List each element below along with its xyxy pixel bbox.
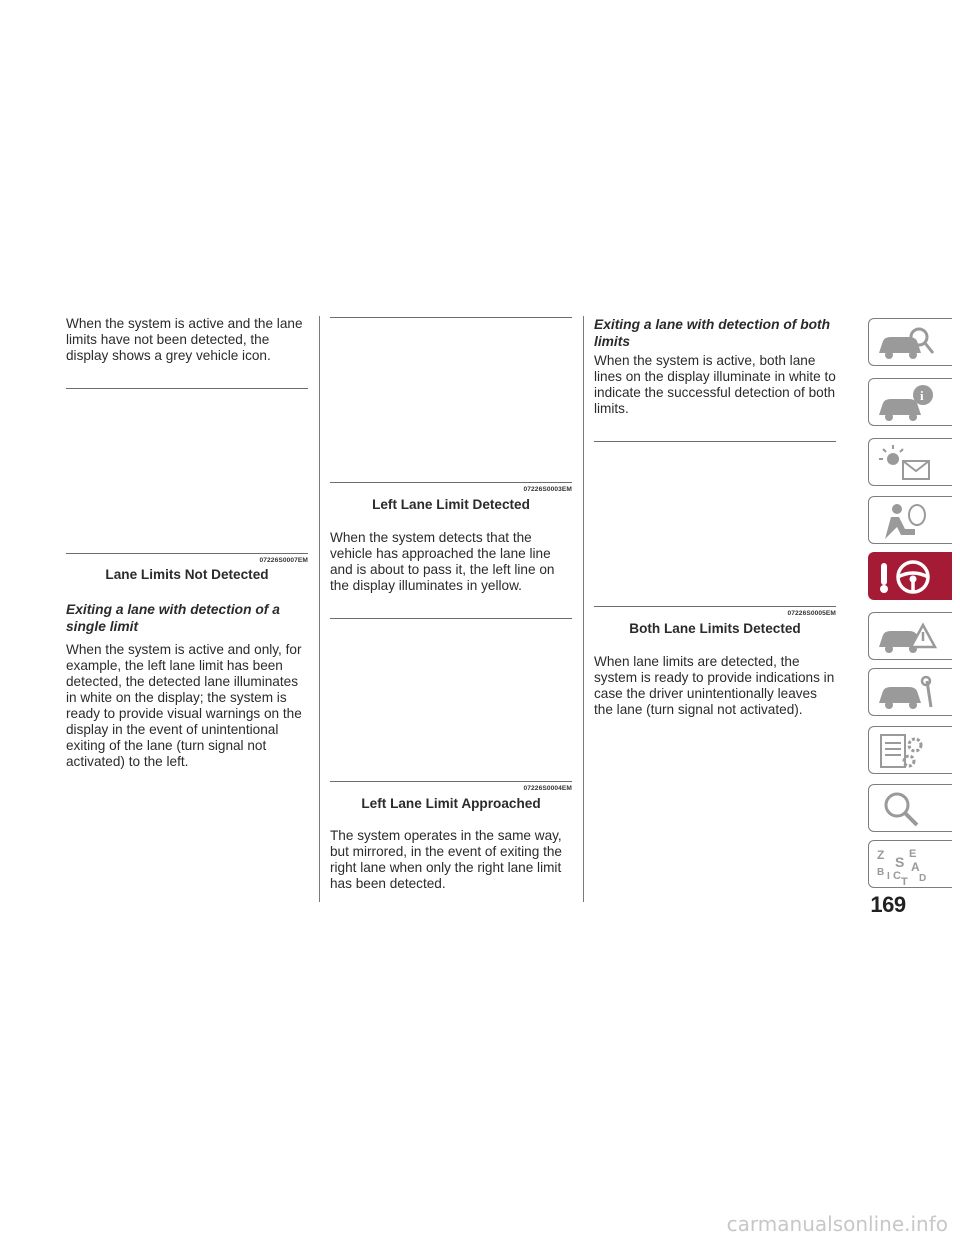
svg-text:I: I bbox=[887, 871, 890, 882]
tab-alphabetical-index[interactable] bbox=[868, 840, 952, 888]
svg-text:E: E bbox=[909, 848, 917, 860]
figure-lane-limits-not-detected bbox=[66, 388, 308, 582]
tab-car-maintenance[interactable] bbox=[868, 668, 952, 716]
page-number: 169 bbox=[870, 892, 906, 917]
steering-wheel-icon bbox=[875, 557, 945, 597]
figure-code: 07226S0005EM bbox=[787, 610, 836, 617]
specs-gear-icon bbox=[875, 731, 945, 771]
svg-text:S: S bbox=[895, 854, 905, 870]
figure-both-lane-limits-detected bbox=[594, 441, 836, 642]
figure-caption: Lane Limits Not Detected bbox=[105, 567, 269, 582]
tab-search[interactable] bbox=[868, 784, 952, 832]
svg-text:Z: Z bbox=[877, 848, 885, 862]
figure-caption: Left Lane Limit Detected bbox=[372, 497, 530, 512]
car-info-icon bbox=[875, 383, 945, 423]
figure-left-lane-limit-approached bbox=[330, 618, 572, 819]
figure-code: 07226S0003EM bbox=[523, 486, 572, 493]
warning-lights-icon bbox=[875, 443, 945, 483]
figure-caption: Left Lane Limit Approached bbox=[361, 796, 541, 811]
figure-caption: Both Lane Limits Detected bbox=[629, 621, 801, 636]
tab-car-search[interactable] bbox=[868, 318, 952, 366]
heading-single-limit: Exiting a lane with detection of a single limit bbox=[66, 602, 280, 634]
svg-text:T: T bbox=[901, 876, 908, 885]
watermark: carmanualsonline.info bbox=[726, 1212, 948, 1236]
tab-technical-specs[interactable] bbox=[868, 726, 952, 774]
paragraph-lane-limits-not-detected: When the system is active and the lane limits have not been detected, the display shows a grey vehicle icon. bbox=[66, 316, 303, 363]
tab-car-info[interactable] bbox=[868, 378, 952, 426]
car-warning-icon bbox=[875, 617, 945, 657]
paragraph-lane-approached: When the system detects that the vehicle has approached the lane line and is about to pass it, the left line on the display illuminates in yellow. bbox=[330, 530, 555, 593]
figure-divider bbox=[330, 482, 572, 483]
tab-steering-wheel[interactable] bbox=[868, 552, 952, 600]
figure-divider bbox=[330, 781, 572, 782]
tab-car-warning[interactable] bbox=[868, 612, 952, 660]
tab-warning-lights[interactable] bbox=[868, 438, 952, 486]
paragraph-indications: When lane limits are detected, the system is ready to provide indications in case the driver unintentionally leaves the lane (turn signal not activated). bbox=[594, 654, 835, 717]
svg-text:i: i bbox=[920, 388, 924, 403]
column-divider bbox=[583, 316, 584, 902]
paragraph-single-limit: When the system is active and only, for example, the left lane limit has been detected, the detected lane illuminates in white on the display; the system is ready to provide visual warnings on the display in the event of unintentional exiting of the lane (turn signal not activated) to the left. bbox=[66, 642, 302, 769]
paragraph-mirrored: The system operates in the same way, but mirrored, in the event of exiting the right lane when only the right lane limit has been detected. bbox=[330, 828, 562, 891]
alphabet-index-icon bbox=[875, 845, 945, 885]
svg-text:C: C bbox=[893, 870, 901, 882]
car-wrench-icon bbox=[875, 673, 945, 713]
heading-both-limits: Exiting a lane with detection of both limits bbox=[594, 317, 831, 349]
car-search-icon bbox=[875, 323, 945, 363]
magnifier-icon bbox=[875, 789, 945, 829]
figure-code: 07226S0007EM bbox=[259, 557, 308, 564]
tab-seat-airbag[interactable] bbox=[868, 496, 952, 544]
figure-divider bbox=[594, 606, 836, 607]
column-divider bbox=[319, 316, 320, 902]
figure-code: 07226S0004EM bbox=[523, 785, 572, 792]
figure-left-lane-limit-detected bbox=[330, 317, 572, 518]
figure-divider bbox=[66, 553, 308, 554]
svg-text:B: B bbox=[877, 867, 885, 878]
paragraph-both-limits: When the system is active, both lane lines on the display illuminate in white to indicate the successful detection of both limits. bbox=[594, 353, 836, 416]
svg-text:D: D bbox=[919, 873, 927, 884]
seat-airbag-icon bbox=[875, 501, 945, 541]
svg-text:A: A bbox=[911, 860, 920, 874]
